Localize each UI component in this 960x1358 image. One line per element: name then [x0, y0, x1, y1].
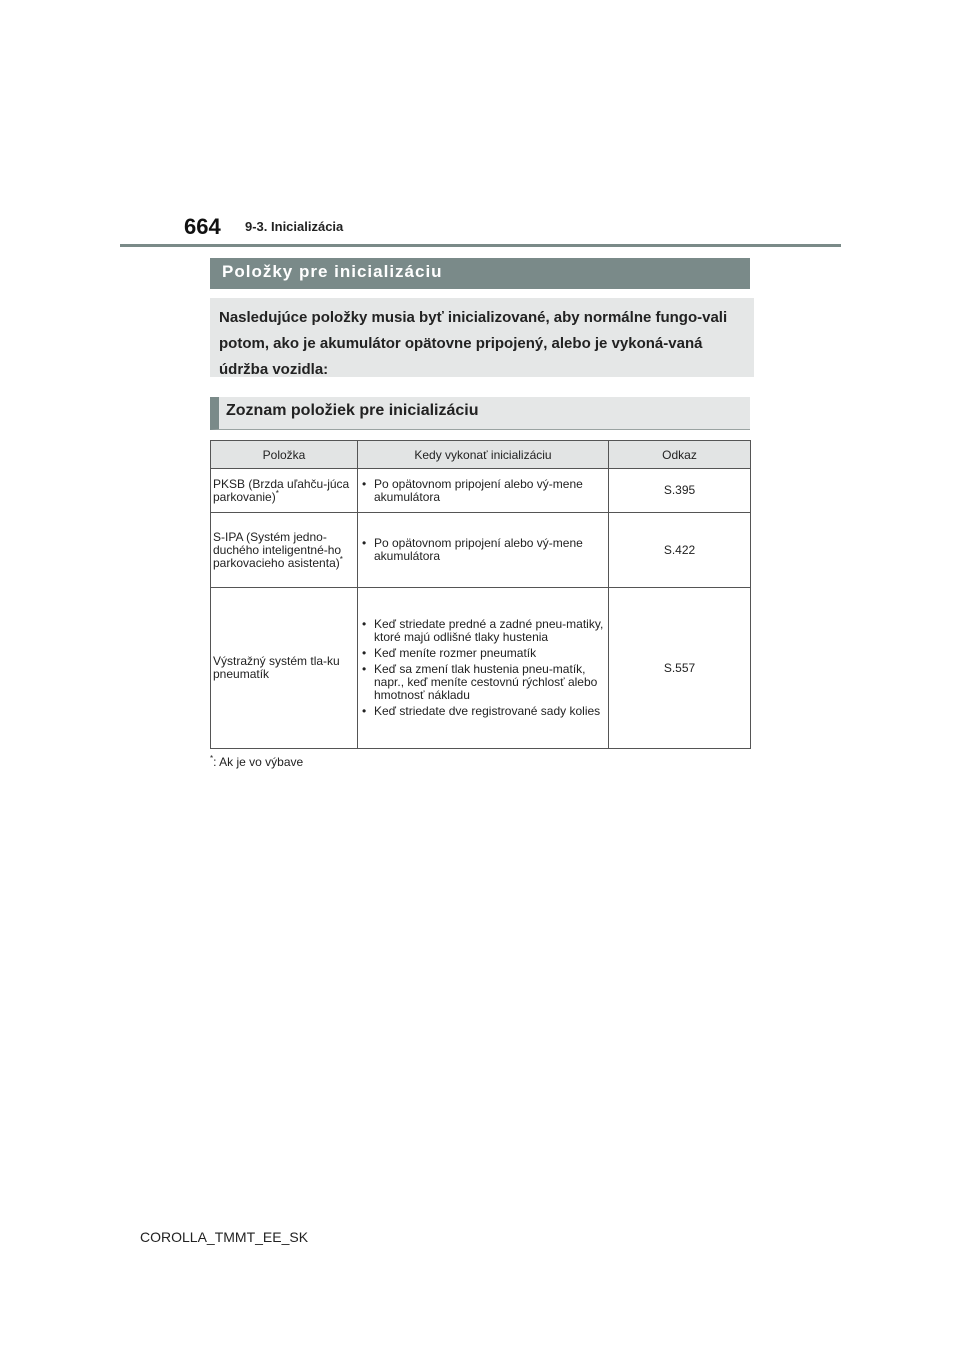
- item-cell: [211, 469, 358, 513]
- list-item: • Keď striedate dve registrované sady kolies: [361, 705, 604, 718]
- page-number: 664: [184, 214, 221, 239]
- table-header-row: [211, 441, 751, 469]
- item-name: S-IPA (Systém jedno-duchého inteligentné-ho parkovacieho asistenta): [213, 529, 342, 570]
- section-label: 9-3. Inicializácia: [245, 219, 344, 234]
- bullet-list: [361, 478, 604, 504]
- when-cell: [358, 469, 609, 513]
- item-cell: [211, 513, 358, 588]
- table-row: [211, 513, 751, 588]
- reference-cell: S.557: [609, 588, 751, 749]
- footnote-mark: *: [210, 754, 214, 763]
- table-row: [211, 588, 751, 749]
- column-header-when: Kedy vykonať inicializáciu: [358, 441, 609, 469]
- intro-text: Nasledujúce položky musia byť inicializované, aby normálne fungo-vali potom, ako je akumulátor opätovne pripojený, alebo je vykoná-vaná údržba vozidla:: [210, 298, 754, 377]
- header-rule: [120, 244, 841, 247]
- when-cell: [358, 513, 609, 588]
- column-header-reference: Odkaz: [609, 441, 751, 469]
- list-item: • Keď striedate predné a zadné pneu-matiky, ktoré majú odlišné tlaky hustenia: [361, 618, 604, 644]
- item-cell: [211, 588, 358, 749]
- item-name: PKSB (Brzda uľahču-júca parkovanie): [213, 476, 350, 504]
- table-row: [211, 469, 751, 513]
- list-item: • Keď sa zmení tlak hustenia pneu-matík, napr., keď meníte cestovnú rýchlosť alebo hmotnosť nákladu: [361, 663, 604, 702]
- list-item: • Po opätovnom pripojení alebo vý-mene akumulátora: [361, 537, 604, 563]
- reference-cell: S.422: [609, 513, 751, 588]
- footer-code: COROLLA_TMMT_EE_SK: [140, 1229, 309, 1245]
- list-item: • Keď meníte rozmer pneumatík: [361, 647, 604, 660]
- list-item: • Po opätovnom pripojení alebo vý-mene akumulátora: [361, 478, 604, 504]
- reference-cell: S.395: [609, 469, 751, 513]
- footnote: [210, 755, 303, 769]
- footnote-text: : Ak je vo výbave: [213, 755, 304, 769]
- subheading: Zoznam položiek pre inicializáciu: [210, 397, 750, 430]
- item-name: Výstražný systém tla-ku pneumatík: [213, 654, 340, 681]
- bullet-list: [361, 618, 604, 718]
- bullet-list: [361, 537, 604, 563]
- footnote-mark: *: [339, 554, 343, 564]
- section-title: Položky pre inicializáciu: [210, 258, 750, 289]
- when-cell: [358, 588, 609, 749]
- footnote-mark: *: [275, 488, 279, 498]
- initialization-table: [210, 440, 751, 749]
- column-header-item: Položka: [211, 441, 358, 469]
